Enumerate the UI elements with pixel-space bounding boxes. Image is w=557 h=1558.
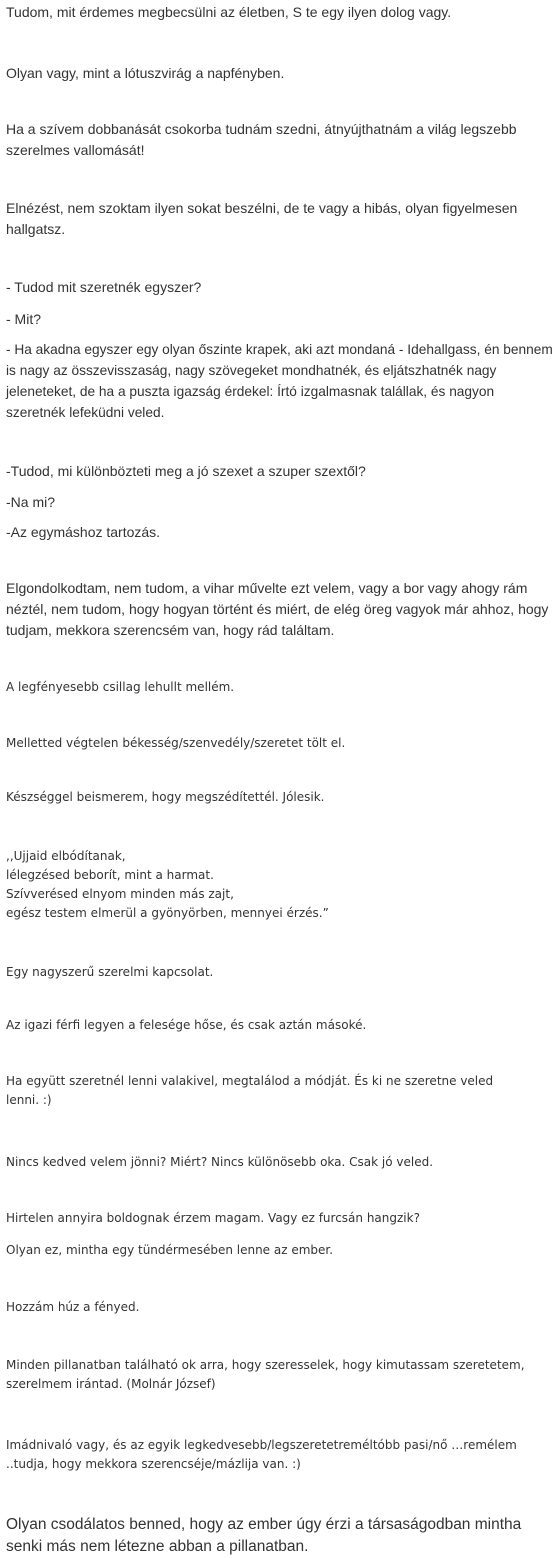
- text-line: lenni. :): [6, 1093, 52, 1107]
- text-line: -Az egymáshoz tartozás.: [6, 524, 161, 540]
- paragraph-8: [6, 461, 366, 482]
- text-line: Elnézést, nem szoktam ilyen sokat beszélni, de te vagy a hibás, olyan figyelmesen: [6, 200, 518, 216]
- text-line: szerelmem irántad. (Molnár József): [6, 1377, 216, 1391]
- paragraph-19: [6, 1153, 433, 1172]
- text-line: Egy nagyszerű szerelmi kapcsolat.: [6, 965, 214, 979]
- text-line: Minden pillanatban található ok arra, hogy szeresselek, hogy kimutassam szeretetem,: [6, 1358, 525, 1372]
- paragraph-1: [6, 2, 451, 23]
- text-line: A legfényesebb csillag lehullt mellém.: [6, 680, 235, 694]
- text-line: Ha a szívem dobbanását csokorba tudnám szedni, átnyújthatnám a világ legszebb: [6, 121, 517, 137]
- text-line: - Mit?: [6, 311, 41, 327]
- paragraph-16: [6, 963, 213, 982]
- text-line: jeleneteket, de ha a puszta igazság érdekel: Írtó izgalmasnak talállak, és nagyon: [6, 383, 495, 399]
- text-line: szerelmes vallomását!: [6, 142, 145, 158]
- text-line: - Ha akadna egyszer egy olyan őszinte krapek, aki azt mondaná - Idehallgass, én bennem: [6, 341, 553, 357]
- paragraph-20: [6, 1209, 420, 1228]
- text-line: szeretnék lefeküdni veled.: [6, 404, 165, 420]
- paragraph-13: [6, 734, 345, 753]
- paragraph-17: [6, 1016, 366, 1035]
- text-line: Melletted végtelen békesség/szenvedély/szeretet tölt el.: [6, 736, 346, 750]
- text-line: Hozzám húz a fényed.: [6, 1300, 140, 1314]
- text-line: Olyan csodálatos benned, hogy az ember úgy érzi a társaságodban mintha: [6, 1516, 522, 1533]
- paragraph-22: [6, 1298, 139, 1317]
- text-line: - Tudod mit szeretnék egyszer?: [6, 279, 202, 295]
- text-line: tudjam, mekkora szerencsém van, hogy rád találtam.: [6, 622, 335, 638]
- paragraph-23: [6, 1356, 525, 1394]
- text-line: Az igazi férfi legyen a felesége hőse, és csak aztán másoké.: [6, 1018, 367, 1032]
- paragraph-9: [6, 492, 55, 513]
- text-line: -Tudod, mi különbözteti meg a jó szexet a szuper szextől?: [6, 463, 366, 479]
- paragraph-21: [6, 1241, 333, 1260]
- paragraph-6: [6, 309, 41, 330]
- paragraph-12: [6, 678, 234, 697]
- text-line: Imádnivaló vagy, és az egyik legkedvesebb/legszeretetreméltóbb pasi/nő …remélem: [6, 1438, 517, 1452]
- text-line: Olyan ez, mintha egy tündérmesében lenne az ember.: [6, 1243, 334, 1257]
- paragraph-3: [6, 119, 517, 161]
- paragraph-11: [6, 578, 548, 641]
- text-line: Készséggel beismerem, hogy megszédítettél. Jólesik.: [6, 790, 325, 804]
- paragraph-14: [6, 788, 324, 807]
- paragraph-2: [6, 63, 284, 84]
- poem-line: egész testem elmerül a gyönyörben, mennyei érzés.”: [6, 906, 329, 920]
- paragraph-4: [6, 198, 517, 240]
- text-line: ..tudja, hogy mekkora szerencséje/mázlija van. :): [6, 1457, 301, 1471]
- text-line: Hirtelen annyira boldognak érzem magam. Vagy ez furcsán hangzik?: [6, 1211, 420, 1225]
- text-line: senki más nem létezne abban a pillanatban.: [6, 1538, 309, 1555]
- text-line: hallgatsz.: [6, 221, 66, 237]
- text-line: néztél, nem tudom, hogy hogyan történt és miért, de elég öreg vagyok már ahhoz, hogy: [6, 601, 549, 617]
- paragraph-24: [6, 1436, 517, 1474]
- poem-line: ,,Ujjaid elbódítanak,: [6, 849, 126, 863]
- paragraph-25: [6, 1514, 521, 1558]
- poem-stanza: [6, 847, 329, 923]
- text-line: -Na mi?: [6, 494, 56, 510]
- paragraph-10: [6, 522, 160, 543]
- text-line: Olyan vagy, mint a lótuszvirág a napfényben.: [6, 65, 285, 81]
- text-line: Elgondolkodtam, nem tudom, a vihar művelte ezt velem, vagy a bor vagy ahogy rám: [6, 580, 528, 596]
- poem-line: Szívverésed elnyom minden más zajt,: [6, 887, 234, 901]
- text-line: Ha együtt szeretnél lenni valakivel, megtalálod a módját. És ki ne szeretne veled: [6, 1074, 494, 1088]
- poem-line: lélegzésed beborít, mint a harmat.: [6, 868, 214, 882]
- text-line: is nagy az összevisszaság, nagy szövegeket mondhatnék, és eljátszhatnék nagy: [6, 362, 497, 378]
- text-line: Tudom, mit érdemes megbecsülni az életben, S te egy ilyen dolog vagy.: [6, 4, 452, 20]
- paragraph-5: [6, 277, 201, 298]
- paragraph-18: [6, 1072, 493, 1110]
- text-line: Nincs kedved velem jönni? Miért? Nincs különösebb oka. Csak jó veled.: [6, 1155, 434, 1169]
- paragraph-7: [6, 339, 557, 423]
